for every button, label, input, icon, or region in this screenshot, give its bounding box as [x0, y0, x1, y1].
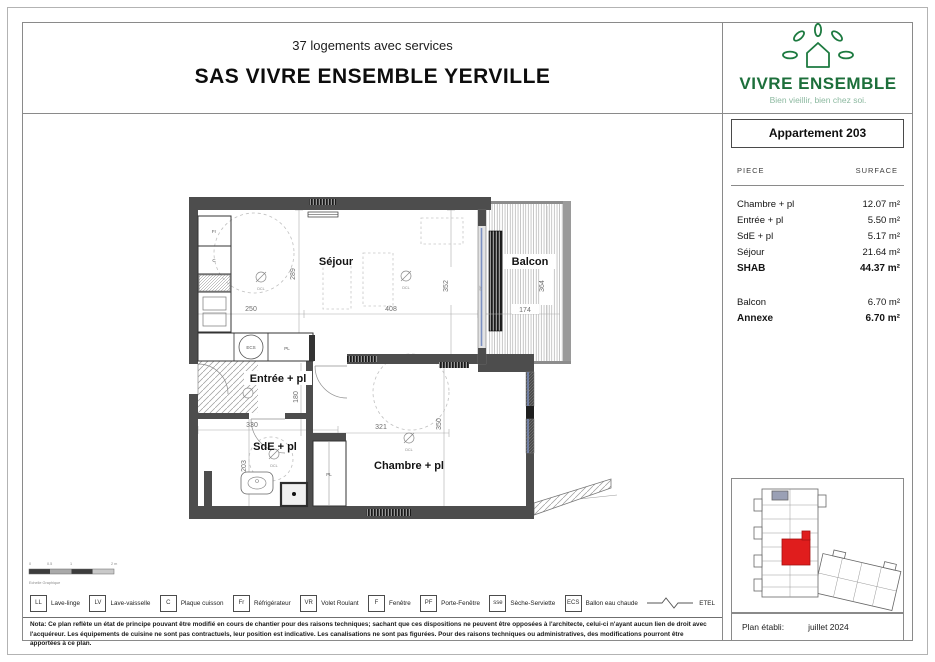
scale-tick-1: 1	[70, 562, 73, 566]
legend-abbr-box: Fr	[233, 595, 250, 612]
table-row-shab: SHAB 44.37 m²	[737, 263, 900, 274]
column-piece: PIECE	[737, 166, 765, 175]
scale-tick-05: 0.5	[47, 562, 53, 566]
chambre-closet	[313, 433, 346, 506]
logo-tagline: Bien vieillir, bien chez soi.	[769, 95, 867, 105]
project-title: SAS VIVRE ENSEMBLE YERVILLE	[194, 65, 551, 88]
scale-tick-0: 0	[29, 562, 32, 566]
legend-item-etel: ETEL	[647, 596, 715, 610]
dim-321: 321	[375, 424, 387, 431]
key-plan-right-wing	[814, 548, 902, 611]
table-row: SdE + pl 5.17 m²	[737, 231, 900, 242]
adjacent-unit-wall	[534, 479, 617, 515]
dcl-label-1: DCL	[257, 287, 265, 291]
room-label-sde: SdE + pl	[253, 441, 297, 453]
floor-plan-area	[23, 114, 723, 648]
title-block	[23, 23, 723, 114]
project-subtitle: 37 logements avec services	[292, 38, 453, 53]
entry-floor-hatch	[198, 361, 258, 413]
roller-shutter-box	[489, 231, 502, 331]
surface-table-header	[737, 166, 898, 175]
legend-bar	[23, 589, 722, 617]
legend-item: C Plaque cuisson	[160, 595, 224, 612]
room-label-chambre: Chambre + pl	[374, 460, 444, 472]
ecs-label: ECS	[246, 345, 256, 350]
legend-item: LL Lave-linge	[30, 595, 80, 612]
dim-352: 352	[443, 280, 450, 292]
table-row: Balcon 6.70 m²	[737, 297, 900, 308]
closet-label-chambre: PL	[326, 472, 332, 477]
table-header-rule	[731, 185, 904, 186]
legend-item: VR Volet Roulant	[300, 595, 358, 612]
surface-table	[737, 197, 900, 277]
vivre-ensemble-logo	[723, 23, 912, 113]
legend-item: Fr Réfrigérateur	[233, 595, 291, 612]
legend-item: sse Sèche-Serviette	[489, 595, 555, 612]
column-surface: SURFACE	[855, 166, 898, 175]
dcl-label-2: DCL	[402, 286, 410, 290]
annex-table	[737, 295, 900, 327]
dim-250: 250	[245, 306, 257, 313]
pf-label: PF	[479, 285, 483, 291]
fridge-label: Fr	[211, 229, 217, 234]
scale-caption: Echelle Graphique	[29, 581, 61, 585]
table-row: Séjour 21.64 m²	[737, 247, 900, 258]
legend-abbr-box: sse	[489, 595, 506, 612]
legend-item: ECS Ballon eau chaude	[565, 595, 638, 612]
dim-180: 180	[293, 391, 300, 403]
dim-364: 364	[539, 280, 546, 292]
dim-203: 203	[241, 460, 248, 472]
entry-closets	[198, 333, 315, 361]
legend-abbr-box: VR	[300, 595, 317, 612]
apartment-panel	[723, 114, 912, 640]
house-leaves-icon	[783, 24, 853, 67]
table-row-annexe: Annexe 6.70 m²	[737, 313, 900, 324]
key-plan	[731, 478, 904, 614]
scale-bar	[29, 562, 117, 585]
hob-label: C	[212, 258, 216, 263]
legend-abbr-box: C	[160, 595, 177, 612]
apartment-title: Appartement 203	[731, 119, 904, 148]
dim-289: 289	[290, 268, 297, 280]
legend-abbr-box: LV	[89, 595, 106, 612]
front-door-opening	[189, 364, 198, 394]
dim-330: 330	[246, 422, 258, 429]
plan-date-value: juillet 2024	[808, 621, 849, 632]
dcl-label-3: DCL	[405, 448, 413, 452]
plan-date-box	[731, 612, 904, 641]
balcony	[486, 201, 571, 364]
room-label-balcon: Balcon	[511, 256, 549, 268]
table-row: Chambre + pl 12.07 m²	[737, 199, 900, 210]
closet-label-entry: PL	[284, 346, 290, 351]
dim-174: 174	[519, 307, 531, 314]
room-label-entree: Entrée + pl	[249, 373, 307, 385]
etel-zigzag-icon	[647, 596, 697, 610]
washbasin	[241, 472, 273, 494]
legend-item: F Fenêtre	[368, 595, 411, 612]
room-label-sejour: Séjour	[318, 256, 354, 268]
logo-block	[723, 23, 912, 114]
table-row: Entrée + pl 5.50 m²	[737, 215, 900, 226]
legend-abbr-box: ECS	[565, 595, 582, 612]
chambre-windows	[526, 372, 534, 453]
key-plan-drawing	[732, 479, 903, 611]
window-f-label-1: F	[527, 388, 531, 392]
key-plan-highlighted-unit	[782, 539, 810, 565]
plan-date-label: Plan établi:	[742, 621, 785, 632]
nota-text: Nota: Ce plan reflète un état de principe pouvant être modifié en cours de chantier pour des raisons techniques; sachant que ces dispositions ne peuvent être opposées à l'architecte, celui-ci n'ayant aucun lien de droit avec l'acquéreur. Les équipements de cuisine ne sont pas contractuels, leur position est indicative. Les canalisations ne sont pas figurées. Pour des raisons techniques ou administratives, des modifications pourront être apportées à ce plan.	[23, 617, 722, 640]
legend-item: PF Porte-Fenêtre	[420, 595, 480, 612]
legend-abbr-box: PF	[420, 595, 437, 612]
logo-brand-text: VIVRE ENSEMBLE	[739, 74, 897, 93]
legend-abbr-box: F	[368, 595, 385, 612]
scale-tick-2: 2 m	[111, 562, 118, 566]
legend-item: LV Lave-vaisselle	[89, 595, 150, 612]
dcl-label-4: DCL	[270, 464, 278, 468]
dim-350: 350	[436, 418, 443, 430]
plan-sheet	[22, 22, 913, 648]
floor-plan-drawing	[23, 114, 722, 589]
dim-408: 408	[385, 306, 397, 313]
legend-abbr-box: LL	[30, 595, 47, 612]
window-f-label-2: F	[527, 435, 531, 439]
